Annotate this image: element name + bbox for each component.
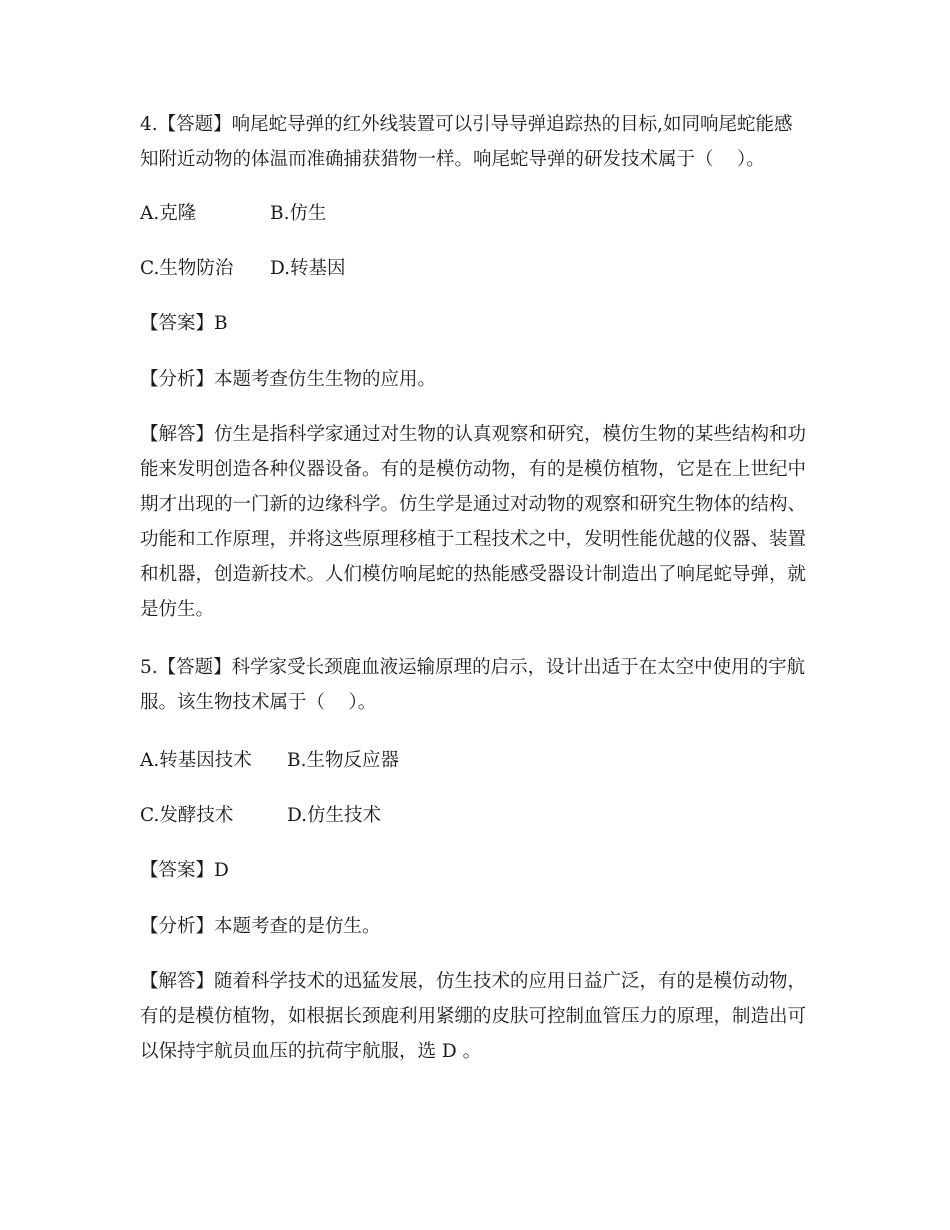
q4-option-c: C.生物防治: [140, 258, 234, 279]
q5-question-line-2: 服。该生物技术属于（ ）。: [140, 692, 377, 713]
q5-option-a: A.转基因技术: [140, 750, 252, 771]
q5-options-row-1: [140, 747, 820, 775]
q4-solution-line-1: 【解答】仿生是指科学家通过对生物的认真观察和研究，模仿生物的某些结构和功: [140, 424, 807, 445]
q4-options-row-2: [140, 255, 820, 283]
q5-solution-line-2: 有的是模仿植物，如根据长颈鹿利用紧绷的皮肤可控制血管压力的原理，制造出可: [140, 1006, 807, 1027]
q4-solution-line-5: 和机器，创造新技术。人们模仿响尾蛇的热能感受器设计制造出了响尾蛇导弹，就: [140, 564, 807, 585]
q4-solution-line-4: 功能和工作原理，并将这些原理移植于工程技术之中，发明性能优越的仪器、装置: [140, 529, 807, 550]
q4-question-line-2: 知附近动物的体温而准确捕获猎物一样。响尾蛇导弹的研发技术属于（ ）。: [140, 149, 765, 170]
q5-options-row-2: [140, 802, 820, 830]
q4-answer: 【答案】B: [140, 313, 228, 334]
q5-option-c: C.发酵技术: [140, 805, 234, 826]
q5-solution-line-3: 以保持宇航员血压的抗荷宇航服，选 D 。: [140, 1041, 482, 1062]
q5-question-line-1: 5.【答题】科学家受长颈鹿血液运输原理的启示，设计出适于在太空中使用的宇航: [140, 657, 806, 678]
q4-option-a: A.克隆: [140, 203, 197, 224]
q4-analysis: 【分析】本题考查仿生生物的应用。: [140, 369, 437, 390]
q5-option-b: B.生物反应器: [287, 750, 399, 771]
q5-answer: 【答案】D: [140, 860, 229, 881]
q4-option-d: D.转基因: [270, 258, 346, 279]
q5-analysis: 【分析】本题考查的是仿生。: [140, 916, 381, 937]
q5-option-d: D.仿生技术: [287, 805, 382, 826]
q4-solution-line-3: 期才出现的一门新的边缘科学。仿生学是通过对动物的观察和研究生物体的结构、: [140, 494, 807, 515]
q4-option-b: B.仿生: [270, 203, 327, 224]
q4-question-line-1: 4.【答题】响尾蛇导弹的红外线装置可以引导导弹追踪热的目标,如同响尾蛇能感: [140, 114, 793, 135]
q4-solution-line-2: 能来发明创造各种仪器设备。有的是模仿动物，有的是模仿植物，它是在上世纪中: [140, 459, 807, 480]
q4-solution-line-6: 是仿生。: [140, 599, 215, 620]
q5-solution-line-1: 【解答】随着科学技术的迅猛发展，仿生技术的应用日益广泛，有的是模仿动物，: [140, 971, 807, 992]
q4-options-row-1: [140, 200, 820, 228]
